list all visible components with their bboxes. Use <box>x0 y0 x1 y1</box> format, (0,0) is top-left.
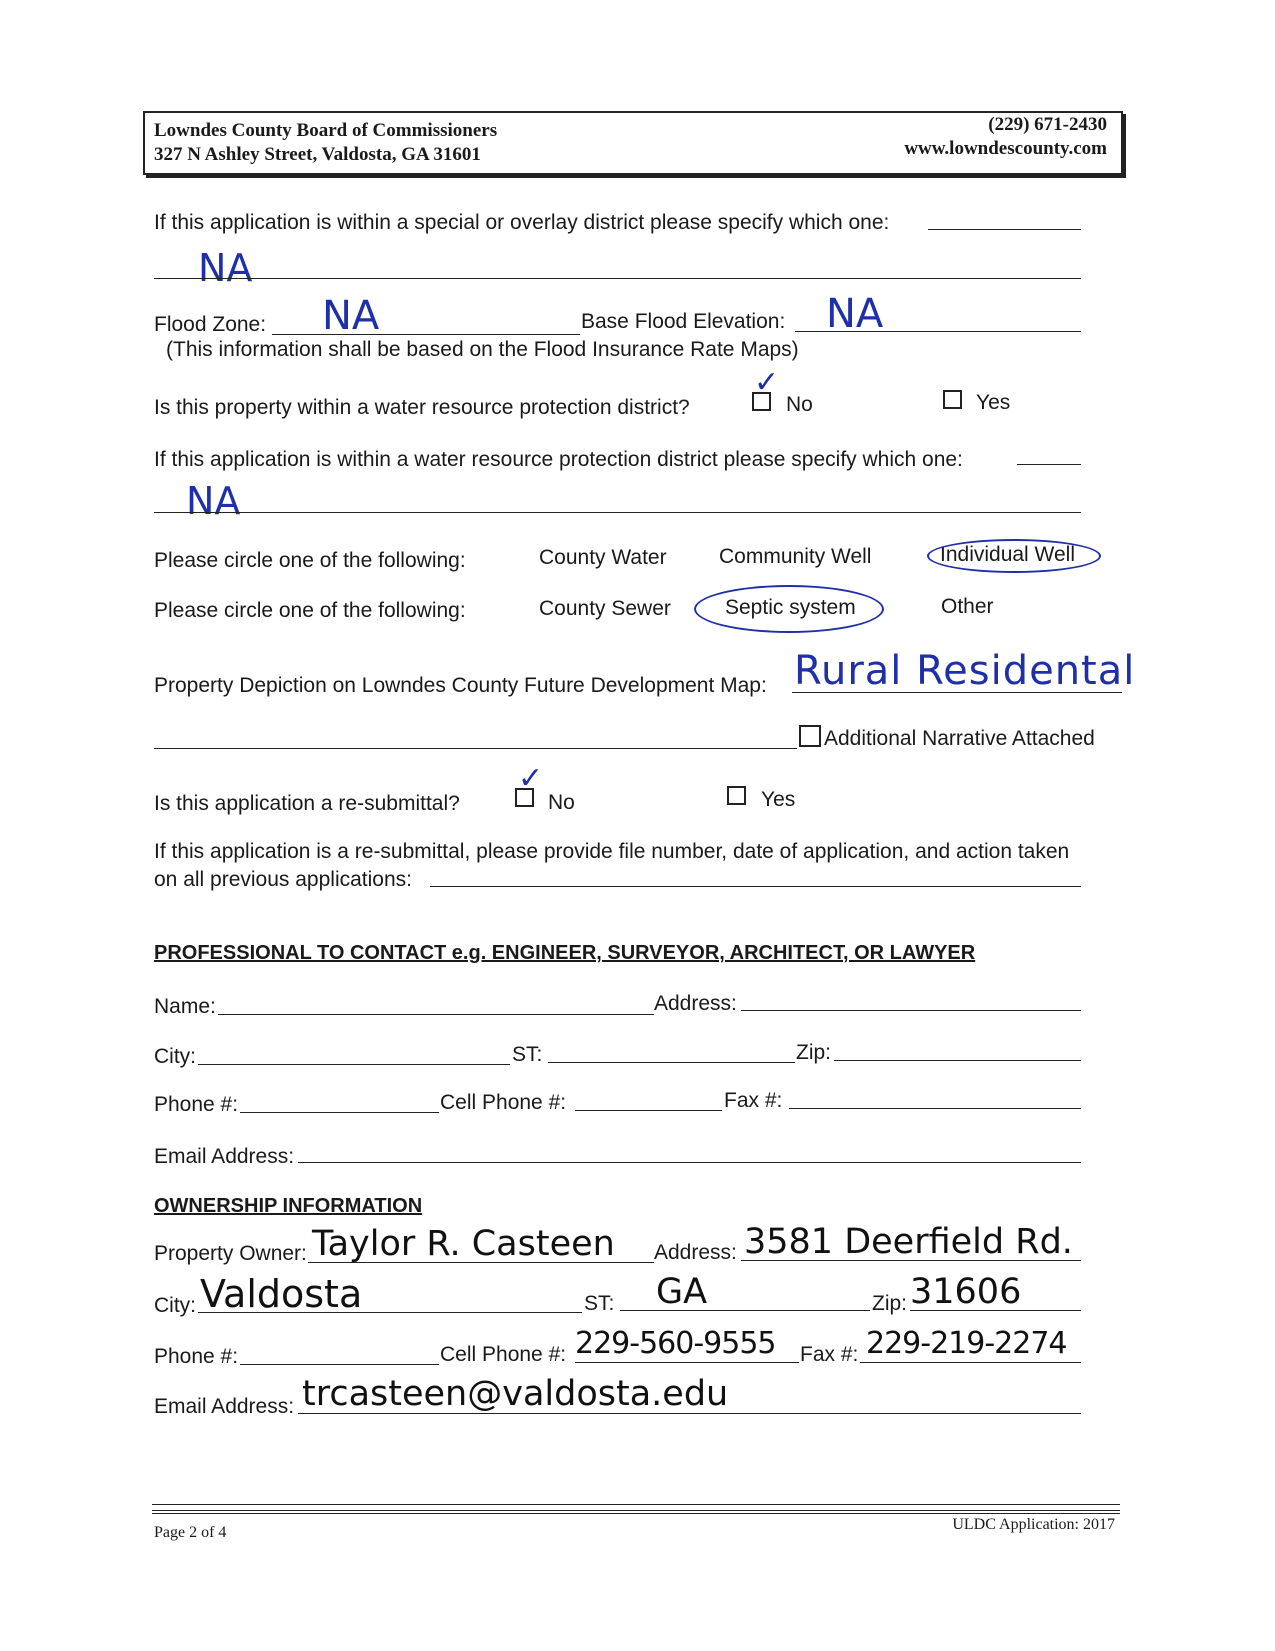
owner-zip-value: 31606 <box>910 1272 1022 1312</box>
water-source-label: Please circle one of the following: <box>154 549 466 572</box>
prof-st-field[interactable] <box>548 1062 795 1063</box>
owner-zip-label: Zip: <box>872 1292 908 1315</box>
owner-label: Property Owner: <box>154 1242 307 1265</box>
future-map-line-2 <box>154 748 797 749</box>
owner-email-label: Email Address: <box>154 1395 295 1418</box>
prof-address-field[interactable] <box>741 1010 1081 1011</box>
form-id: ULDC Application: 2017 <box>952 1516 1115 1533</box>
sewer-option-county-sewer[interactable]: County Sewer <box>539 597 671 620</box>
owner-cell-label: Cell Phone #: <box>440 1343 567 1366</box>
flood-zone-value: NA <box>322 293 380 339</box>
future-map-value: Rural Residental <box>794 648 1136 694</box>
owner-phone-field[interactable] <box>240 1364 439 1365</box>
resubmittal-yes-label: Yes <box>761 788 796 811</box>
prof-zip-label: Zip: <box>796 1041 832 1064</box>
owner-email-value: trcasteen@valdosta.edu <box>302 1374 729 1414</box>
org-address: 327 N Ashley Street, Valdosta, GA 31601 <box>154 144 481 165</box>
resubmittal-details-line2: on all previous applications: <box>154 868 412 891</box>
footer-rule <box>152 1510 1120 1514</box>
water-protection-specify-label: If this application is within a water resource protection district please specify which one: <box>154 448 963 471</box>
special-district-line-2 <box>154 278 1081 279</box>
resubmittal-details-line <box>430 886 1081 887</box>
water-option-individual-well[interactable]: Individual Well <box>940 543 1076 566</box>
water-protection-question: Is this property within a water resource protection district? <box>154 396 690 419</box>
prof-fax-field[interactable] <box>789 1108 1081 1109</box>
prof-name-field[interactable] <box>218 1014 654 1015</box>
org-name: Lowndes County Board of Commissioners <box>154 120 498 141</box>
prof-cell-label: Cell Phone #: <box>440 1091 567 1114</box>
bfe-value: NA <box>826 291 884 337</box>
owner-address-value: 3581 Deerfield Rd. <box>744 1222 1073 1262</box>
sewer-label: Please circle one of the following: <box>154 599 466 622</box>
prof-city-field[interactable] <box>198 1064 510 1065</box>
bfe-label: Base Flood Elevation: <box>581 310 786 333</box>
owner-fax-label: Fax #: <box>800 1343 859 1366</box>
owner-st-value: GA <box>656 1272 708 1312</box>
selection-circle <box>927 539 1101 573</box>
flood-zone-label: Flood Zone: <box>154 313 267 336</box>
future-map-label: Property Depiction on Lowndes County Future Development Map: <box>154 674 767 697</box>
owner-cell-value: 229-560-9555 <box>575 1326 776 1361</box>
checkmark-icon: ✓ <box>518 762 544 795</box>
owner-address-label: Address: <box>654 1241 737 1264</box>
prof-phone-field[interactable] <box>240 1112 439 1113</box>
water-option-county-water[interactable]: County Water <box>539 546 667 569</box>
prof-cell-field[interactable] <box>575 1110 722 1111</box>
ownership-heading: OWNERSHIP INFORMATION <box>154 1195 423 1217</box>
owner-cell-field[interactable] <box>575 1362 799 1363</box>
owner-phone-label: Phone #: <box>154 1345 239 1368</box>
special-district-label: If this application is within a special or overlay district please specify which one: <box>154 211 890 234</box>
flood-note: (This information shall be based on the Flood Insurance Rate Maps) <box>166 338 799 361</box>
flood-zone-line <box>272 334 580 335</box>
water-protection-yes-checkbox[interactable] <box>943 390 962 409</box>
resubmittal-no-label: No <box>548 791 575 814</box>
org-website: www.lowndescounty.com <box>904 138 1107 159</box>
prof-city-label: City: <box>154 1045 196 1068</box>
prof-email-field[interactable] <box>298 1162 1081 1163</box>
water-protection-no-label: No <box>786 393 813 416</box>
footer-rule-top <box>152 1504 1120 1505</box>
owner-city-value: Valdosta <box>200 1272 363 1316</box>
prof-address-label: Address: <box>654 992 737 1015</box>
water-protection-specify-value: NA <box>186 479 241 523</box>
prof-phone-label: Phone #: <box>154 1093 239 1116</box>
owner-fax-value: 229-219-2274 <box>866 1326 1067 1361</box>
owner-value: Taylor R. Casteen <box>312 1224 615 1264</box>
professional-heading: PROFESSIONAL TO CONTACT e.g. ENGINEER, SURVEYOR, ARCHITECT, OR LAWYER <box>154 942 976 964</box>
prof-fax-label: Fax #: <box>724 1089 783 1112</box>
sewer-option-septic-system[interactable]: Septic system <box>725 596 856 619</box>
special-district-line-1 <box>928 229 1081 230</box>
selection-circle <box>694 585 884 633</box>
additional-narrative-label: Additional Narrative Attached <box>824 727 1095 750</box>
water-protection-specify-line-1 <box>1017 464 1081 465</box>
special-district-value: NA <box>198 246 253 290</box>
owner-st-label: ST: <box>584 1292 615 1315</box>
org-phone: (229) 671-2430 <box>988 114 1107 135</box>
additional-narrative-checkbox[interactable] <box>799 725 821 747</box>
page-number: Page 2 of 4 <box>154 1524 227 1541</box>
water-protection-yes-label: Yes <box>976 391 1011 414</box>
water-option-community-well[interactable]: Community Well <box>719 545 872 568</box>
prof-email-label: Email Address: <box>154 1145 295 1168</box>
sewer-option-other[interactable]: Other <box>941 595 994 618</box>
owner-city-label: City: <box>154 1294 196 1317</box>
resubmittal-details-line1: If this application is a re-submittal, please provide file number, date of application, and action taken <box>154 840 1070 863</box>
prof-zip-field[interactable] <box>834 1060 1081 1061</box>
checkmark-icon: ✓ <box>754 366 780 399</box>
prof-name-label: Name: <box>154 995 216 1018</box>
resubmittal-yes-checkbox[interactable] <box>727 786 746 805</box>
water-protection-specify-line-2 <box>154 512 1081 513</box>
resubmittal-question: Is this application a re-submittal? <box>154 792 460 815</box>
owner-fax-field[interactable] <box>860 1362 1081 1363</box>
prof-st-label: ST: <box>512 1043 543 1066</box>
